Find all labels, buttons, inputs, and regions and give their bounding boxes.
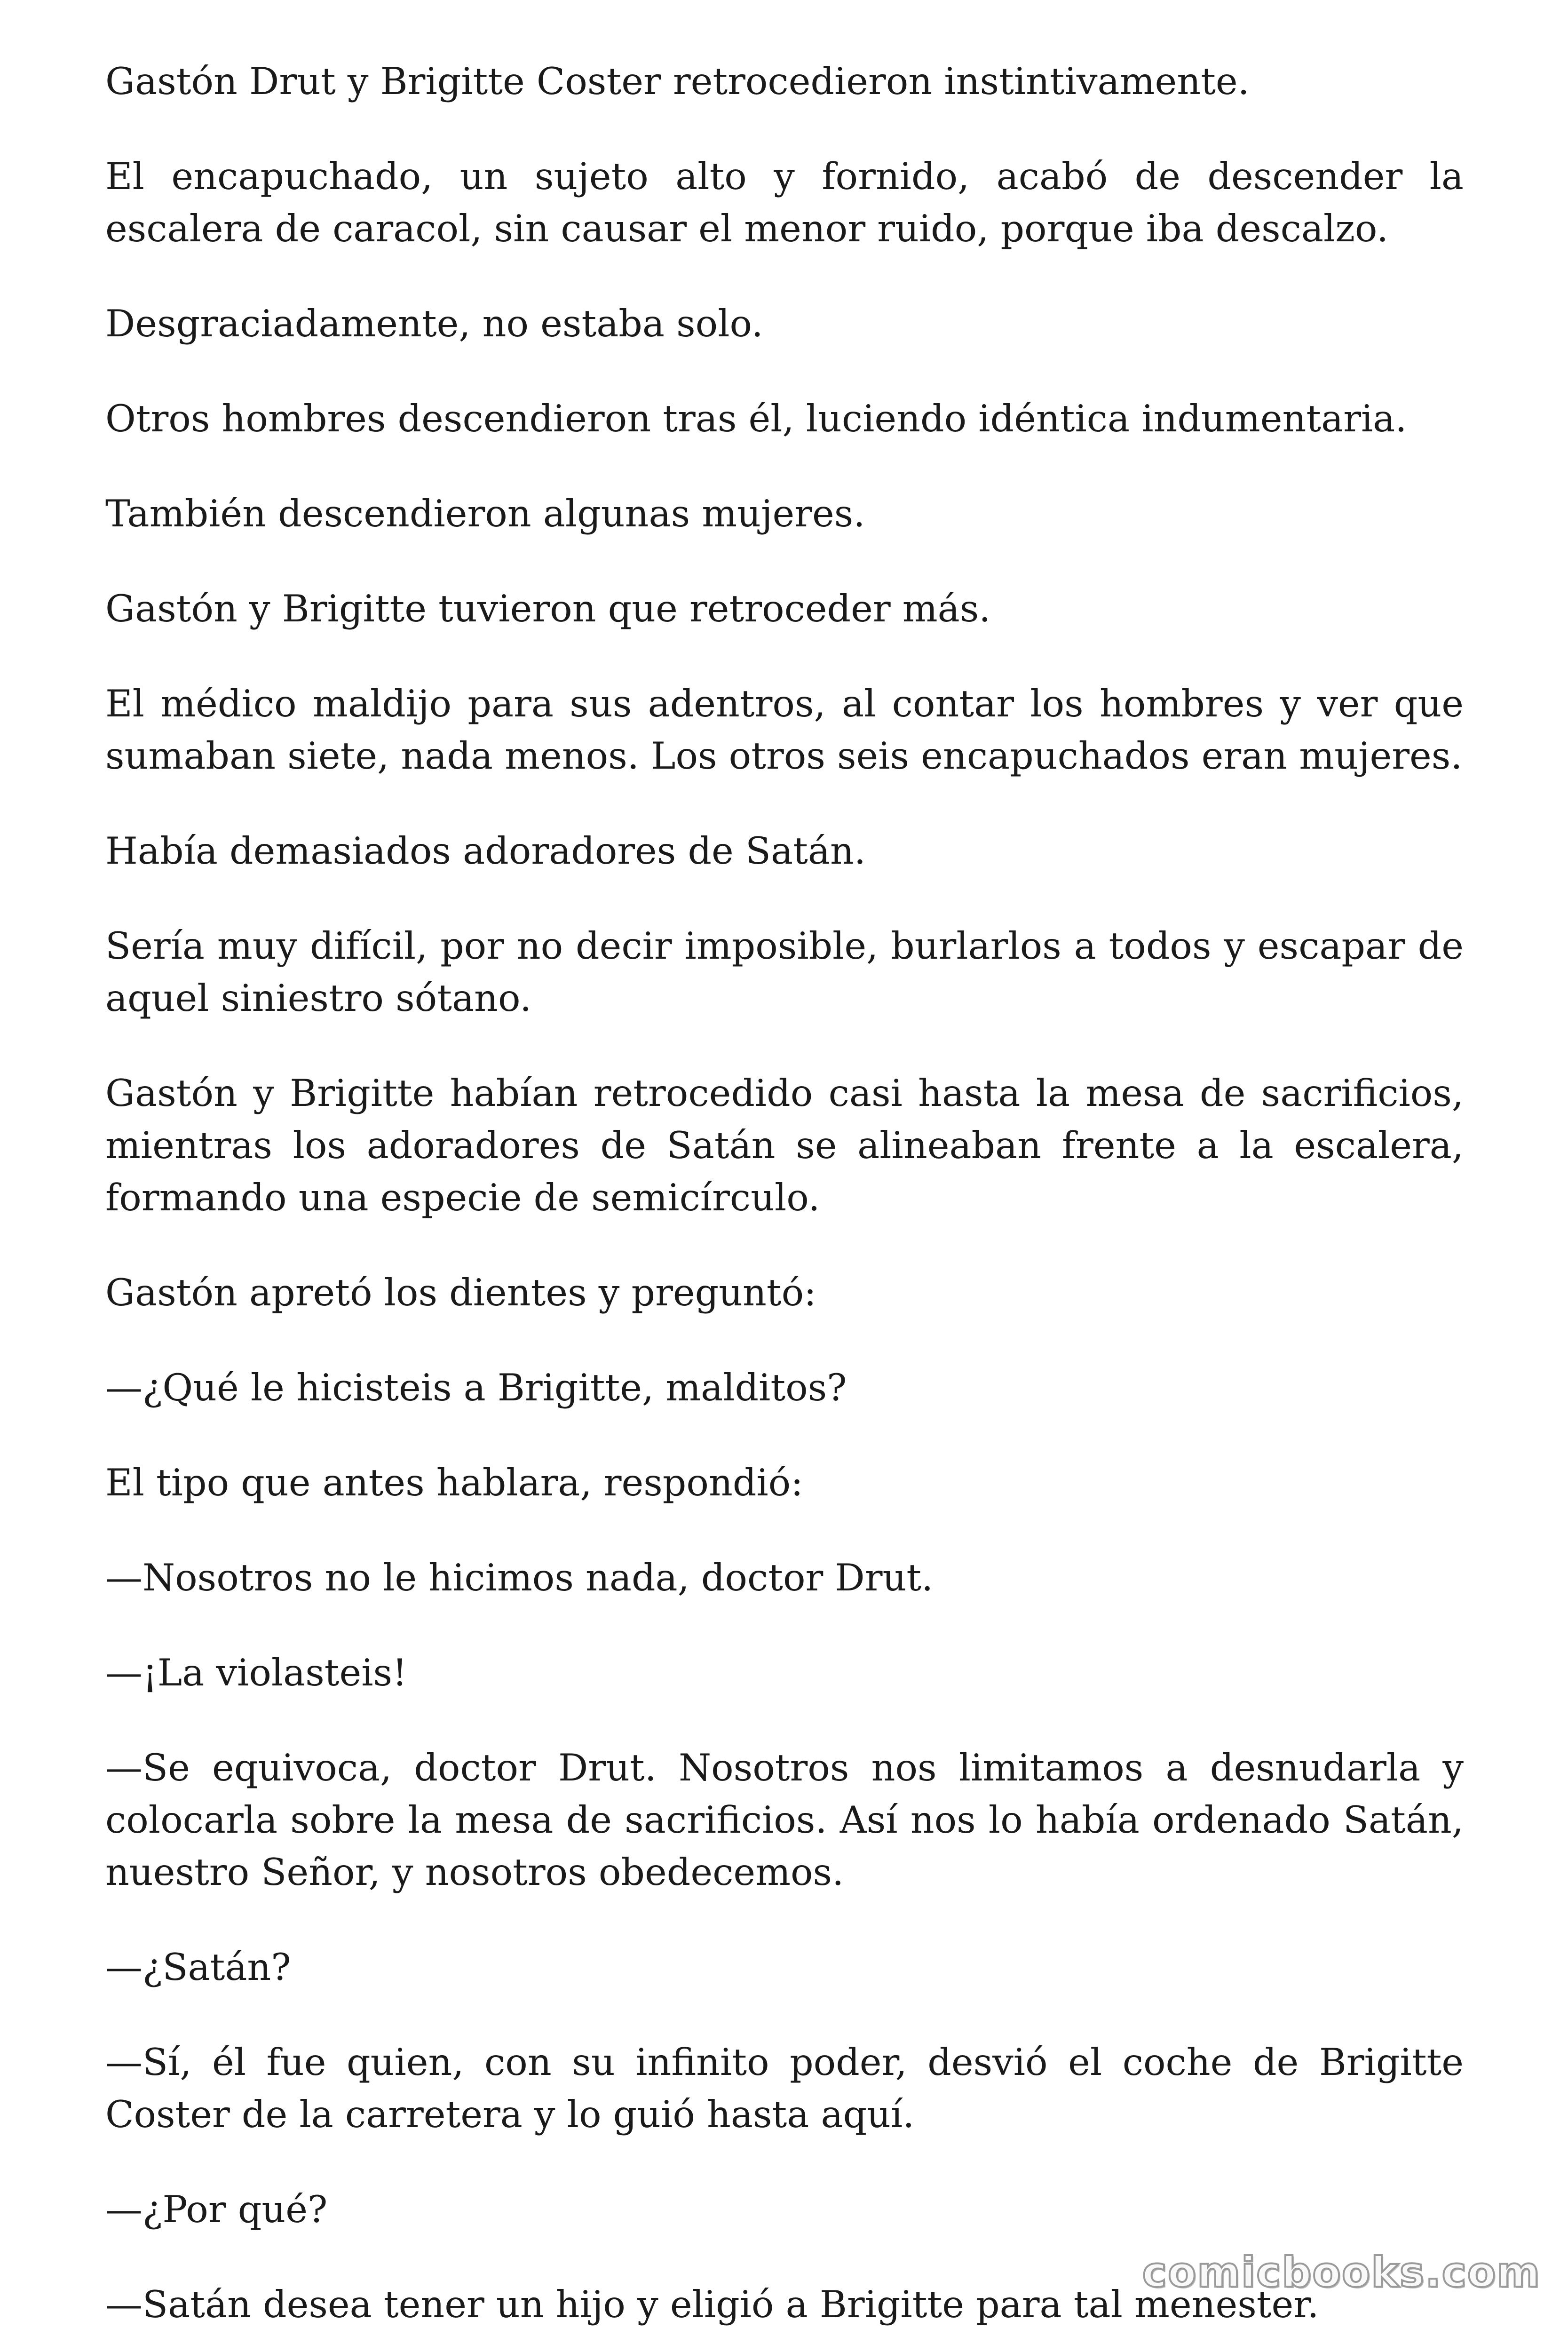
- dialogue-line: —¿Qué le hicisteis a Brigitte, malditos?: [105, 1366, 847, 1409]
- paragraph: El encapuchado, un sujeto alto y fornido, acabó de descender la escalera de caracol, sin causar el menor ruido, porque iba descalzo.: [105, 155, 1464, 250]
- paragraph: Había demasiados adoradores de Satán.: [105, 829, 866, 873]
- paragraph: Gastón apretó los dientes y preguntó:: [105, 1271, 816, 1314]
- dialogue-line: —Satán desea tener un hijo y eligió a Brigitte para tal menester.: [105, 2283, 1319, 2326]
- text-column: [105, 56, 1464, 2352]
- paragraph: Gastón y Brigitte habían retrocedido casi hasta la mesa de sacrificios, mientras los adoradores de Satán se alineaban frente a la escalera, formando una especie de semicírculo.: [105, 1072, 1464, 1219]
- dialogue-line: —Se equivoca, doctor Drut. Nosotros nos limitamos a desnudarla y colocarla sobre la mesa de sacrificios. Así nos lo había ordenado Satán, nuestro Señor, y nosotros obedecemos.: [105, 1746, 1464, 1894]
- paragraph: También descendieron algunas mujeres.: [105, 492, 865, 535]
- paragraph: Otros hombres descendieron tras él, luciendo idéntica indumentaria.: [105, 397, 1407, 440]
- paragraph: El tipo que antes hablara, respondió:: [105, 1461, 803, 1504]
- dialogue-line: —¿Satán?: [105, 1946, 291, 1989]
- dialogue-line: —Sí, él fue quien, con su infinito poder, desvió el coche de Brigitte Coster de la carretera y lo guió hasta aquí.: [105, 2041, 1464, 2136]
- paragraph: Sería muy difícil, por no decir imposible, burlarlos a todos y escapar de aquel siniestro sótano.: [105, 924, 1464, 1020]
- paragraph: El médico maldijo para sus adentros, al contar los hombres y ver que sumaban siete, nada menos. Los otros seis encapuchados eran mujeres.: [105, 682, 1464, 778]
- paragraph: Gastón Drut y Brigitte Coster retrocedieron instintivamente.: [105, 60, 1250, 103]
- paragraph: Desgraciadamente, no estaba solo.: [105, 302, 763, 345]
- watermark: comicbooks.com: [1142, 2248, 1541, 2296]
- paragraph: Gastón y Brigitte tuvieron que retroceder más.: [105, 587, 991, 630]
- dialogue-line: —Nosotros no le hicimos nada, doctor Drut.: [105, 1556, 934, 1599]
- dialogue-line: —¿Por qué?: [105, 2188, 328, 2231]
- dialogue-line: —¡La violasteis!: [105, 1651, 407, 1694]
